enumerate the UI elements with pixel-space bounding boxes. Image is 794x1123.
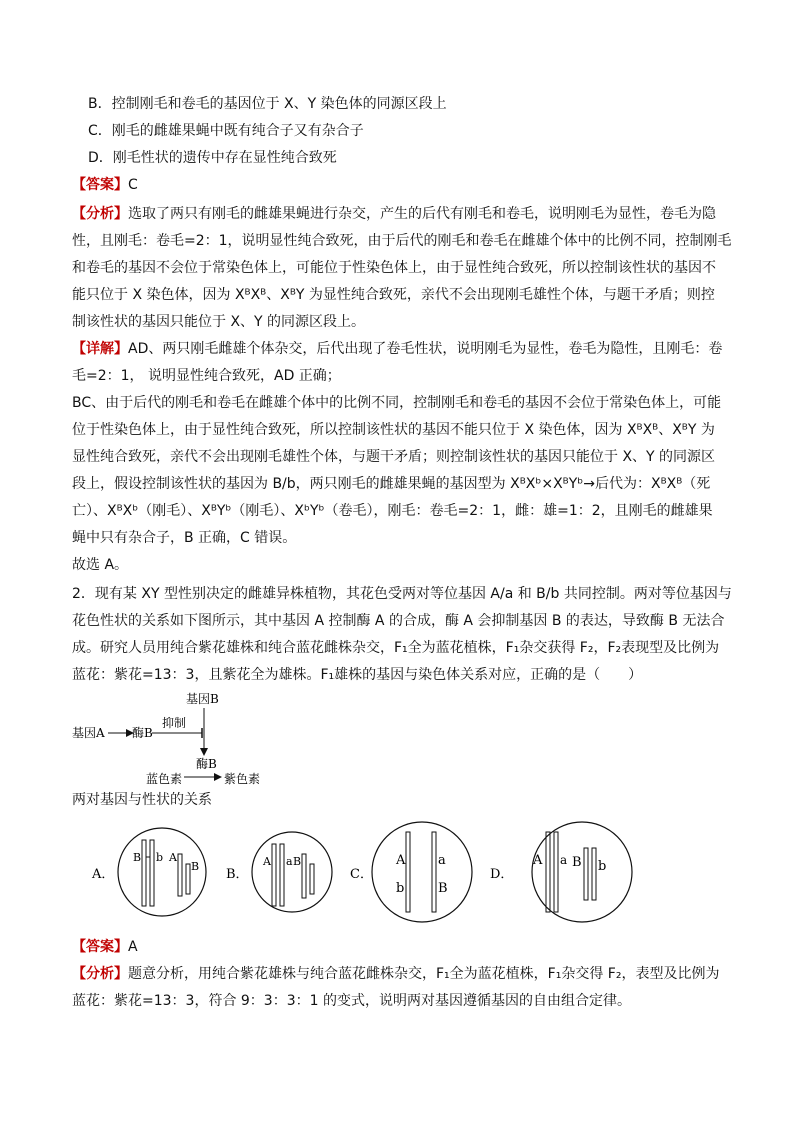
option-b-allele-2: a: [286, 855, 293, 868]
q2-analysis-line-1: [72, 961, 732, 987]
option-c-allele-1: A: [396, 853, 406, 868]
analysis-line-4: 能只位于 X 染色体，因为 XᴮXᴮ、XᴮY 为显性纯合致死，亲代不会出现刚毛雄性个体，与题干矛盾；则控: [72, 287, 715, 303]
diagram-caption: 两对基因与性状的关系: [72, 792, 212, 808]
purple-pigment-label: 紫色素: [224, 772, 261, 786]
detail-line-1: [72, 336, 732, 362]
option-b-allele-1: A: [263, 855, 271, 868]
gene-a-label: 基因A: [72, 726, 105, 740]
blue-pigment-label: 蓝色素: [146, 772, 183, 786]
q2-stem-1: 2．现有某 XY 型性别决定的雌雄异株植物，其花色受两对等位基因 A/a 和 B/b 共同控制。两对等位基因与: [72, 586, 732, 602]
option-d-allele-4: b: [598, 859, 607, 874]
detail-line-3: BC、由于后代的刚毛和卷毛在雌雄个体中的比例不同，控制刚毛和卷毛的基因不会位于常染色体上，可能: [72, 395, 722, 411]
detail-line-2: 毛=2：1， 说明显性纯合致死，AD 正确；: [72, 368, 341, 384]
detail-line-6: 段上，假设控制该性状的基因为 B/b，两只刚毛的雌雄果蝇的基因型为 XᴮXᵇ×XᴮYᵇ→后代为：XᴮXᴮ（死: [72, 476, 711, 492]
answer-row: [72, 172, 732, 198]
option-a-allele-4: B: [191, 860, 200, 873]
analysis-label: 【分析】: [72, 206, 128, 222]
option-d: D．刚毛性状的遗传中存在显性纯合致死: [88, 150, 337, 166]
gene-pathway-diagram: [70, 690, 330, 790]
option-a-allele-1: B: [133, 851, 142, 864]
q2-answer-value: A: [128, 939, 138, 955]
analysis-line-3: 和卷毛的基因不会位于常染色体上，可能位于性染色体上，由于显性纯合致死，所以控制该性状的基因不: [72, 260, 716, 276]
option-d-allele-1: A: [533, 853, 543, 868]
detail-line-4: 位于性染色体上，由于显性纯合致死，所以控制该性状的基因不能只位于 X 染色体，因为 XᴮXᴮ、XᴮY 为: [72, 422, 715, 438]
analysis-line-1: [72, 201, 732, 227]
conclusion: 故选 A。: [72, 557, 129, 573]
option-b: B．控制刚毛和卷毛的基因位于 X、Y 染色体的同源区段上: [88, 96, 447, 112]
q2-analysis-text: 题意分析，用纯合紫花雄株与纯合蓝花雌株杂交，F₁全为蓝花植株，F₁杂交得 F₂，表型及比例为: [128, 966, 720, 982]
answer-value: C: [128, 177, 138, 193]
detail-line-7: 亡）、XᴮXᵇ（刚毛）、XᴮYᵇ（刚毛）、XᵇYᵇ（卷毛），刚毛：卷毛=2：1，雌：雄=1：2，且刚毛的雌雄果: [72, 503, 713, 519]
option-c-label: C．: [350, 867, 373, 882]
detail-line-5: 显性纯合致死，亲代不会出现刚毛雄性个体，与题干矛盾；则控制该性状的基因只能位于 X、Y 的同源区: [72, 449, 716, 465]
option-a-allele-2: b: [156, 851, 164, 864]
q2-analysis-label: 【分析】: [72, 966, 128, 982]
q2-answer-label: 【答案】: [72, 939, 128, 955]
analysis-text: 选取了两只有刚毛的雌雄果蝇进行杂交，产生的后代有刚毛和卷毛，说明刚毛为显性，卷毛为隐: [128, 206, 716, 222]
option-a-label: A．: [92, 867, 115, 882]
q2-analysis-line-2: 蓝花：紫花=13：3，符合 9：3：3：1 的变式，说明两对基因遵循基因的自由组合定律。: [72, 993, 631, 1009]
answer-label: 【答案】: [72, 177, 128, 193]
option-c-allele-3: b: [396, 881, 405, 896]
detail-text: AD、两只刚毛雌雄个体杂交，后代出现了卷毛性状，说明刚毛为显性，卷毛为隐性，且刚毛：卷: [128, 341, 723, 357]
inhibit-label: 抑制: [162, 716, 187, 730]
option-c: C．刚毛的雌雄果蝇中既有纯合子又有杂合子: [88, 123, 364, 139]
option-a-allele-3: A: [169, 851, 177, 864]
detail-line-8: 蝇中只有杂合子，B 正确，C 错误。: [72, 530, 297, 546]
option-d-allele-3: B: [572, 855, 582, 870]
q2-stem-4: 蓝花：紫花=13：3，且紫花全为雄株。F₁雄株的基因与染色体关系对应，正确的是（ ）: [72, 667, 643, 683]
q2-stem-2: 花色性状的关系如下图所示，其中基因 A 控制酶 A 的合成，酶 A 会抑制基因 B 的表达，导致酶 B 无法合: [72, 613, 725, 629]
option-c-allele-4: B: [438, 881, 448, 896]
analysis-line-2: 性，且刚毛：卷毛=2：1，说明显性纯合致死，由于后代的刚毛和卷毛在雌雄个体中的比例不同，控制刚毛: [72, 233, 732, 249]
option-b-allele-3: B: [293, 855, 302, 868]
option-d-allele-2: a: [560, 853, 568, 867]
enzyme-b-label: 酶B: [196, 757, 217, 771]
gene-b-label: 基因B: [186, 692, 219, 706]
option-b-label: B．: [226, 867, 249, 882]
analysis-line-5: 制该性状的基因只能位于 X、Y 的同源区段上。: [72, 314, 366, 330]
option-c-allele-2: a: [438, 853, 446, 868]
detail-label: 【详解】: [72, 341, 128, 357]
enzyme-label: 酶B: [132, 726, 153, 740]
q2-stem-3: 成。研究人员用纯合紫花雄株和纯合蓝花雌株杂交，F₁全为蓝花植株，F₁杂交获得 F₂，F₂表现型及比例为: [72, 640, 720, 656]
option-d-label: D．: [490, 867, 514, 882]
q2-answer-row: [72, 934, 732, 960]
chromosome-options: [70, 820, 730, 930]
